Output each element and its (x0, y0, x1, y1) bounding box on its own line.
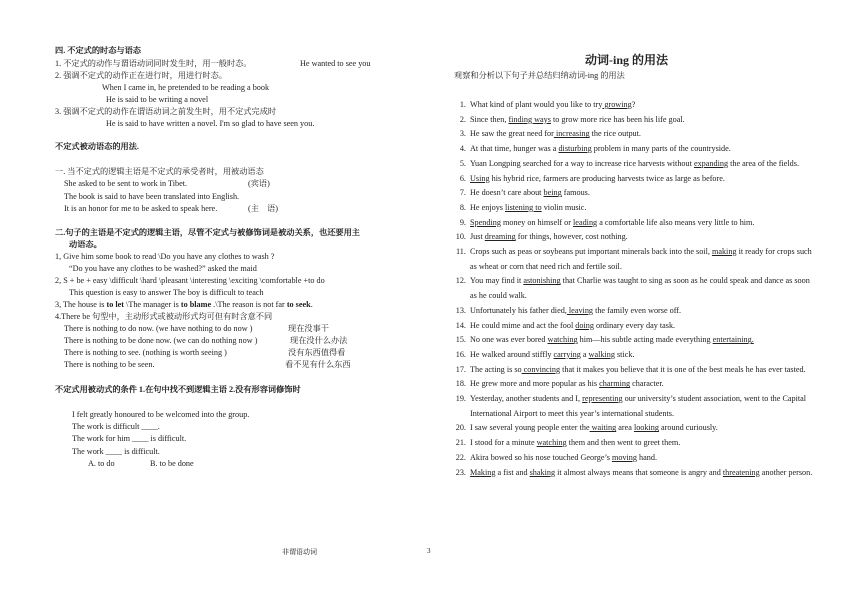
example-sentence: She asked to be sent to work in Tibet. (64, 179, 188, 188)
underlined-term: Using (470, 173, 490, 183)
list-item (468, 216, 818, 231)
text-line: 2. 强调不定式的动作正在进行时，用进行时态。 (55, 71, 227, 80)
underlined-term: entertaining. (712, 335, 754, 345)
option-a: A. to do (88, 459, 115, 468)
exercise-item: The work is difficult ____. (72, 422, 160, 431)
underlined-term: dreaming (484, 232, 516, 242)
sentence-text: Yuan Longping searched for a way to increase rice harvests without (470, 158, 694, 168)
sentence-text: the rice output. (589, 129, 641, 139)
sentence-text: character. (630, 379, 664, 389)
sentence-text: He grew more and more popular as his (470, 379, 600, 389)
sentence-text: stick. (614, 349, 635, 359)
sentence-text: Akira bowed so his nose touched George’s (470, 452, 612, 462)
list-item (468, 319, 818, 334)
section-heading: 不定式用被动式的条件 1.在句中找不到逻辑主语 2.没有形容词修饰时 (55, 385, 301, 394)
text-line: “Do you have any clothes to be washed?” asked the maid (69, 264, 257, 273)
sentence-text: the family even worse off. (593, 305, 682, 315)
underlined-term: growing (602, 100, 632, 109)
underlined-term: watching (547, 335, 578, 345)
underlined-term: listening to (505, 202, 542, 212)
list-item (468, 436, 818, 451)
sentence-text: to grow more rice has been his life goal. (550, 114, 685, 124)
sentence-text: it almost always means that someone is angry and (555, 467, 723, 477)
underlined-term: looking (633, 423, 659, 433)
sentence-text: that Charlie was taught to sing as soon as he could speak and dance as soon as he could walk. (470, 276, 810, 301)
sentence-text: At that time, hunger was a (470, 144, 559, 154)
text-line: This question is easy to answer The boy is difficult to teach (69, 288, 264, 297)
sentence-text: No one was ever bored (470, 335, 548, 345)
sentence-text: it ready for crops such as wheat or corn that need rich and fertile soil. (470, 247, 812, 271)
sentence-text: He enjoys (470, 202, 506, 212)
underlined-term: leaving (566, 305, 594, 315)
underlined-term: finding ways (508, 114, 551, 124)
sentence-text: a comfortable life also means very little to him. (597, 217, 755, 227)
sentence-text: Unfortunately his father died, (470, 305, 567, 315)
sentence-text: I stood for a minute (470, 438, 537, 448)
page-number: 3 (427, 547, 431, 555)
footer-label: 非谓语动词 (282, 548, 317, 556)
sentence-text: ? (631, 100, 636, 109)
list-item (468, 392, 818, 421)
section-heading: 二.句子的主语是不定式的逻辑主语，尽管不定式与被修饰词是被动关系，也还要用主 (55, 228, 360, 237)
example-sentence: He is said to have written a novel. I'm so glad to have seen you. (106, 119, 315, 128)
sentence-text: for things, however, cost nothing. (515, 232, 628, 242)
list-item (468, 201, 818, 216)
note: (主 语) (248, 204, 279, 213)
underlined-term: convincing (521, 364, 561, 374)
underlined-term: waiting (589, 423, 617, 433)
sentence-text: Just (470, 232, 485, 242)
translation: 现在没事干 (288, 324, 329, 333)
example-sentence: There is nothing to be seen. (64, 360, 155, 369)
example-sentence: I felt greatly honoured to be welcomed into the group. (72, 410, 250, 419)
sentence-text: I saw several young people enter the (470, 423, 590, 433)
underlined-term: representing (582, 394, 623, 404)
underlined-term: moving (611, 452, 637, 462)
sentence-text: violin music. (541, 202, 587, 212)
underlined-term: shaking (529, 467, 556, 477)
sentence-list (450, 98, 818, 480)
section-heading: 动语态。 (69, 240, 102, 249)
sentence-text: area (616, 423, 634, 433)
sentence-text: He walked around stiffly (470, 349, 554, 359)
list-item (468, 451, 818, 466)
underlined-term: walking (588, 349, 615, 359)
sentence-text: the area of the fields. (728, 158, 799, 168)
sentence-text: money on himself or (500, 217, 574, 227)
sentence-text: famous. (561, 188, 590, 198)
sentence-text: What kind of plant would you like to try (470, 100, 603, 109)
list-item (468, 245, 818, 274)
example-sentence: There is nothing to be done now. (we can do nothing now ) (64, 336, 258, 345)
list-item (468, 230, 818, 245)
text-line: 2, S + be + easy \difficult \hard \pleasant \interesting \exciting \comfortable +to do (55, 276, 325, 285)
underlined-term: charming (599, 379, 631, 389)
list-item (468, 157, 818, 172)
example-sentence: There is nothing to see. (nothing is worth seeing ) (64, 348, 227, 357)
list-item (468, 127, 818, 142)
list-item (468, 377, 818, 392)
sentence-text: that it makes you believe that it is one of the best meals he has ever tasted. (560, 364, 806, 374)
option-b: B. to be done (150, 459, 194, 468)
exercise-item: The work ____ is difficult. (72, 447, 160, 456)
underlined-term: increasing (553, 129, 590, 139)
sentence-text: problem in many parts of the countryside. (591, 144, 731, 154)
sentence-text: hand. (637, 452, 658, 462)
underlined-term: leading (573, 217, 598, 227)
list-item (468, 142, 818, 157)
underlined-term: disturbing (558, 144, 592, 154)
underlined-term: expanding (693, 158, 729, 168)
underlined-term: Spending (470, 217, 501, 227)
list-item (468, 186, 818, 201)
example-sentence: He is said to be writing a novel (106, 95, 209, 104)
sentence-text: ordinary every day task. (593, 320, 676, 330)
list-item (468, 98, 818, 113)
example-sentence: There is nothing to do now. (we have nothing to do now ) (64, 324, 253, 333)
sentence-text: He saw the great need for (470, 129, 554, 139)
sentence-text: Crops such as peas or soybeans put important minerals back into the soil, (470, 247, 712, 257)
sentence-text: Yesterday, another students and I, (470, 394, 583, 404)
text-line: 4.There be 句型中，主动形式或被动形式均可但有时含意不同 (55, 312, 273, 321)
sentence-text: The acting is so (470, 364, 522, 374)
text-line: 1, Give him some book to read \Do you have any clothes to wash ? (55, 252, 275, 261)
translation: 现在没什么办法 (290, 336, 348, 345)
sentence-text: a (580, 349, 589, 359)
sentence-text: Since then, (470, 114, 509, 124)
underlined-term: threatening (722, 467, 760, 477)
example-sentence: It is an honor for me to be asked to speak here. (64, 204, 218, 213)
list-item (468, 113, 818, 128)
sentence-text: He could mime and act the fool (470, 320, 576, 330)
sentence-text: our university’s student association, went to the Capital International Airport to meet this year’s international students. (470, 394, 807, 418)
text-line: 一. 当不定式的逻辑主语是不定式的承受者时，用被动语态 (55, 167, 264, 176)
translation: 没有东西值得看 (288, 348, 346, 357)
sentence-text: his hybrid rice, farmers are producing harvests twice as large as before. (489, 173, 725, 183)
sentence-text: another person. (759, 467, 813, 477)
list-item (468, 333, 818, 348)
text-line: 3, The house is to let \The manager is to blame .\The reason is not far to seek. (55, 300, 313, 309)
subtitle: 观察和分析以下句子并总结归纳动词-ing 的用法 (454, 71, 625, 80)
section-heading: 不定式被动语态的用法. (55, 142, 139, 151)
list-item (468, 172, 818, 187)
list-item (468, 274, 818, 303)
example-sentence: He wanted to see you (300, 59, 371, 68)
sentence-text: around curiously. (658, 423, 718, 433)
list-item (468, 421, 818, 436)
underlined-term: being (543, 188, 562, 198)
list-item (468, 348, 818, 363)
underlined-term: making (711, 247, 737, 257)
list-item (468, 304, 818, 319)
underlined-term: carrying (553, 349, 581, 359)
text-line: 3. 强调不定式的动作在谓语动词之前发生时，用不定式完成时 (55, 107, 277, 116)
underlined-term: doing (575, 320, 594, 330)
translation: 看不见有什么东西 (285, 360, 351, 369)
sentence-text: them and then went to greet them. (566, 438, 681, 448)
list-item (468, 466, 818, 481)
underlined-term: watching (536, 438, 567, 448)
underlined-term: Making (470, 467, 496, 477)
sentence-text: He doesn’t care about (470, 188, 544, 198)
page-title: 动词-ing 的用法 (585, 53, 669, 67)
sentence-text: You may find it (470, 276, 524, 286)
section-heading: 四. 不定式的时态与语态 (55, 46, 141, 55)
example-sentence: When I came in, he pretended to be reading a book (102, 83, 270, 92)
sentence-text: him—his subtle acting made everything (577, 335, 713, 345)
text-line: 1. 不定式的动作与谓语动词同时发生时，用一般时态。 (55, 59, 252, 68)
underlined-term: astonishing (523, 276, 561, 286)
example-sentence: The book is said to have been translated into English. (64, 192, 240, 201)
note: (宾语) (248, 179, 270, 188)
list-item (468, 363, 818, 378)
exercise-item: The work for him ____ is difficult. (72, 434, 187, 443)
sentence-text: a fist and (495, 467, 530, 477)
